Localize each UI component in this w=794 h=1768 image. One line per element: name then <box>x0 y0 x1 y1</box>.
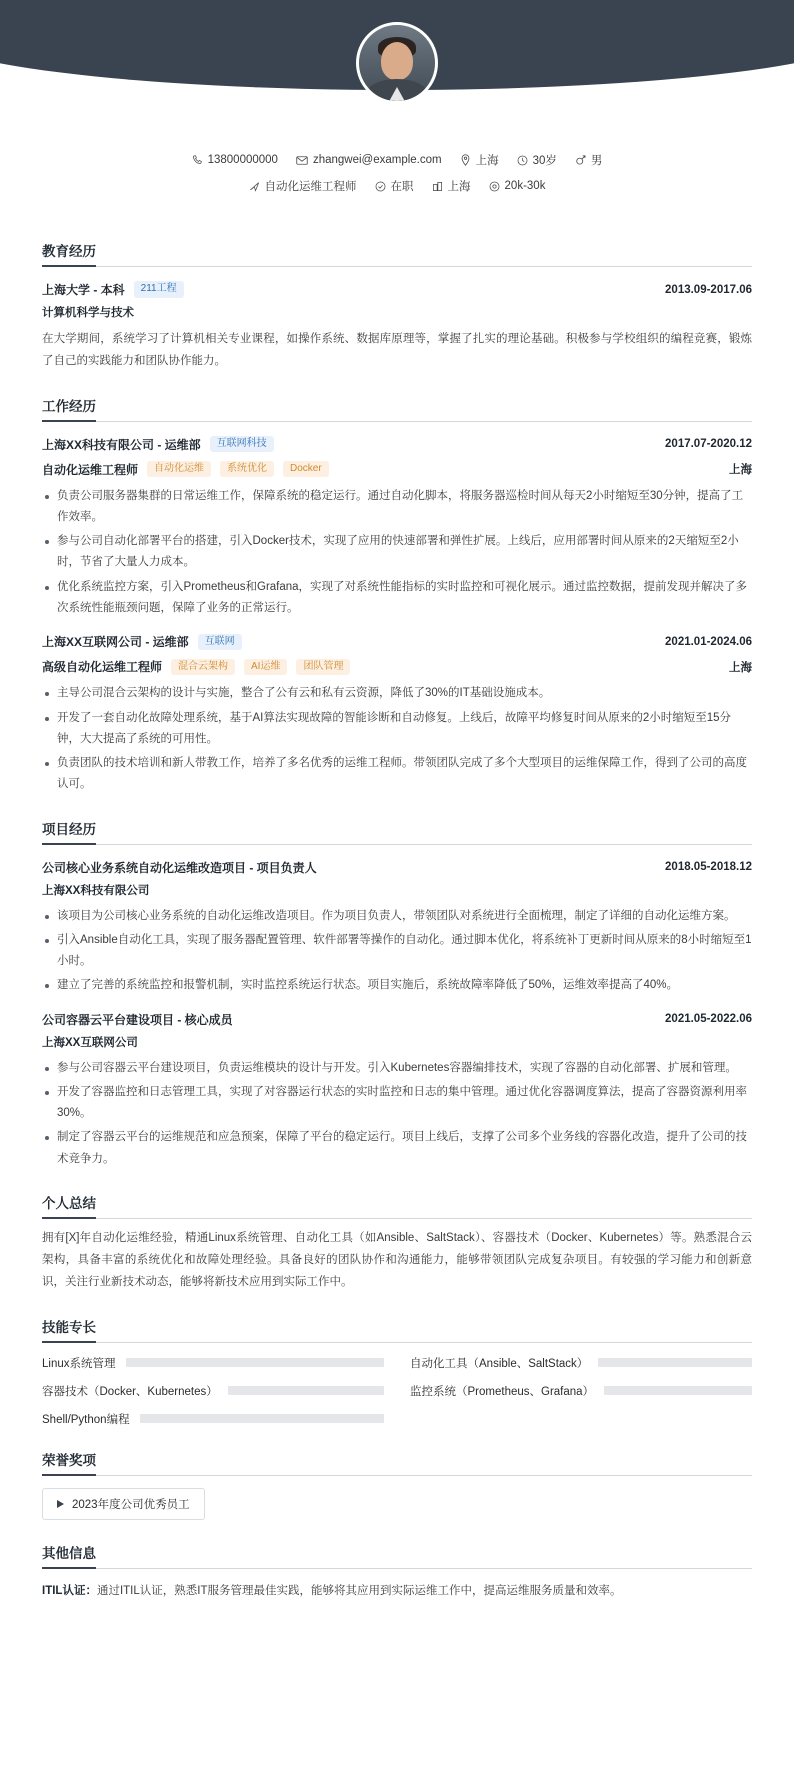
avatar <box>356 22 438 104</box>
contact-location <box>460 152 499 168</box>
work-role-row <box>42 658 752 675</box>
contact-phone-text: 13800000000 <box>207 154 278 166</box>
salary-icon <box>489 181 500 192</box>
age-icon <box>517 155 528 166</box>
skill-name: Shell/Python编程 <box>42 1413 130 1426</box>
contact-gender <box>575 152 603 168</box>
avatar-face <box>381 42 413 80</box>
work-skill-tag: AI运维 <box>244 659 287 676</box>
contact-row-primary <box>0 152 794 168</box>
job-title <box>249 178 357 194</box>
contact-gender-text: 男 <box>590 155 603 167</box>
project-title: 公司容器云平台建设项目 - 核心成员 <box>42 1012 233 1027</box>
skill-name: 容器技术（Docker、Kubernetes） <box>42 1385 218 1398</box>
status-icon <box>375 181 386 192</box>
skill-bar <box>228 1386 384 1395</box>
work-bullet: 参与公司自动化部署平台的搭建，引入Docker技术，实现了应用的快速部署和弹性扩展。上线后，应用部署时间从原来的2天缩短至2小时，节省了大量人力成本。 <box>42 531 752 574</box>
section-other <box>42 1542 752 1602</box>
section-title-awards: 荣誉奖项 <box>42 1449 752 1476</box>
work-bullets <box>42 486 752 620</box>
education-entry-header <box>42 281 752 298</box>
contact-email <box>296 154 442 166</box>
education-major: 计算机科学与技术 <box>42 307 134 319</box>
project-entry-left <box>42 859 317 876</box>
work-role-left <box>42 461 329 478</box>
contact-age-text: 30岁 <box>532 155 557 167</box>
skill-bar <box>140 1414 384 1423</box>
job-status <box>375 178 414 194</box>
project-company: 上海XX科技有限公司 <box>42 884 150 897</box>
skill-item <box>42 1383 384 1399</box>
work-role-left <box>42 658 350 675</box>
work-role: 高级自动化运维工程师 <box>42 660 163 675</box>
education-description: 在大学期间，系统学习了计算机相关专业课程，如操作系统、数据库原理等，掌握了扎实的理论基础。积极参与学校组织的编程竞赛，锻炼了自己的实践能力和团队协作能力。 <box>42 333 752 367</box>
other-item <box>42 1581 752 1602</box>
other-item-text: 通过ITIL认证，熟悉IT服务管理最佳实践，能够将其应用到实际运维工作中，提高运维服务质量和效率。 <box>96 1584 622 1597</box>
section-work <box>42 395 752 796</box>
skill-item <box>42 1411 384 1427</box>
section-title-work: 工作经历 <box>42 395 752 422</box>
project-entry-header <box>42 1011 752 1028</box>
contact-row-secondary <box>0 178 794 194</box>
award-label: 2023年度公司优秀员工 <box>72 1498 190 1511</box>
work-location: 上海 <box>729 661 752 674</box>
work-bullet: 负责公司服务器集群的日常运维工作，保障系统的稳定运行。通过自动化脚本，将服务器巡检时间从每天2小时缩短至30分钟，提高了工作效率。 <box>42 486 752 529</box>
project-entry-header <box>42 859 752 876</box>
skill-item <box>410 1355 752 1371</box>
skill-name: Linux系统管理 <box>42 1357 116 1370</box>
section-summary <box>42 1192 752 1294</box>
education-entry-left <box>42 281 184 298</box>
candidate-name: 简小全 <box>364 113 430 136</box>
work-bullet: 负责团队的技术培训和新人带教工作，培养了多名优秀的运维工程师。带领团队完成了多个大型项目的运维保障工作，得到了公司的高度认可。 <box>42 753 752 796</box>
section-title-summary: 个人总结 <box>42 1192 752 1219</box>
section-education <box>42 240 752 373</box>
contact-location-text: 上海 <box>475 155 499 167</box>
expected-salary-text: 20k-30k <box>504 180 546 192</box>
work-company-tag: 互联网 <box>198 634 242 651</box>
contact-phone <box>192 154 278 166</box>
project-bullet: 该项目为公司核心业务系统的自动化运维改造项目。作为项目负责人，带领团队对系统进行全面梳理，制定了详细的自动化运维方案。 <box>42 906 752 927</box>
work-entry <box>42 633 752 795</box>
section-title-skills: 技能专长 <box>42 1316 752 1343</box>
expected-city-text: 上海 <box>447 181 471 193</box>
work-skill-tag: Docker <box>283 461 329 478</box>
job-status-text: 在职 <box>390 181 414 193</box>
other-item-label: ITIL认证： <box>42 1584 97 1597</box>
project-company: 上海XX互联网公司 <box>42 1036 138 1049</box>
resume-content <box>0 240 794 1642</box>
skill-item <box>42 1355 384 1371</box>
gender-icon <box>575 154 586 166</box>
work-company: 上海XX科技有限公司 - 运维部 <box>42 437 201 452</box>
work-location: 上海 <box>729 464 752 477</box>
section-title-projects: 项目经历 <box>42 818 752 845</box>
play-triangle-icon <box>57 1500 64 1508</box>
project-entry <box>42 1011 752 1170</box>
briefcase-icon <box>249 181 260 192</box>
skill-name: 监控系统（Prometheus、Grafana） <box>410 1385 595 1398</box>
work-skill-tag: 系统优化 <box>220 461 274 478</box>
project-bullets <box>42 1058 752 1170</box>
project-entry-left <box>42 1011 233 1028</box>
section-awards <box>42 1449 752 1520</box>
section-title-other: 其他信息 <box>42 1542 752 1569</box>
work-entry <box>42 436 752 620</box>
award-item <box>42 1488 205 1520</box>
skill-bar <box>604 1386 752 1395</box>
skill-bar <box>126 1358 385 1367</box>
expected-salary <box>489 180 546 192</box>
section-projects <box>42 818 752 1170</box>
city-icon <box>432 181 443 192</box>
contact-email-text: zhangwei@example.com <box>312 154 442 166</box>
education-date: 2013.09-2017.06 <box>665 283 752 296</box>
project-bullet: 引入Ansible自动化工具，实现了服务器配置管理、软件部署等操作的自动化。通过脚本优化，将系统补丁更新时间从原来的8小时缩短至1小时。 <box>42 930 752 973</box>
section-title-education: 教育经历 <box>42 240 752 267</box>
work-bullet: 开发了一套自动化故障处理系统，基于AI算法实现故障的智能诊断和自动修复。上线后，故障平均修复时间从原来的2小时缩短至15分钟，大大提高了系统的可用性。 <box>42 708 752 751</box>
work-bullet: 主导公司混合云架构的设计与实施，整合了公有云和私有云资源，降低了30%的IT基础设施成本。 <box>42 683 752 704</box>
project-date: 2021.05-2022.06 <box>665 1013 752 1026</box>
phone-icon <box>192 155 203 166</box>
job-title-text: 自动化运维工程师 <box>264 181 357 193</box>
project-bullet: 制定了容器云平台的运维规范和应急预案，保障了平台的稳定运行。项目上线后，支撑了公司多个业务线的容器化改造，提升了公司的技术竞争力。 <box>42 1127 752 1170</box>
skill-name: 自动化工具（Ansible、SaltStack） <box>410 1357 589 1370</box>
work-entry-left <box>42 436 274 453</box>
resume-header <box>0 0 794 218</box>
work-skill-tag: 团队管理 <box>296 659 350 676</box>
location-icon <box>460 154 471 166</box>
summary-text: 拥有[X]年自动化运维经验，精通Linux系统管理、自动化工具（如Ansible、SaltStack）、容器技术（Docker、Kubernetes）等。熟悉混合云架构，具备丰富的系统优化和故障处理经验。具备良好的团队协作和沟通能力，能够带领团队完成复杂项目。有较强的学习能力和创新意识，关注行业新技术动态，能够将新技术应用到实际工作中。 <box>42 1232 752 1288</box>
work-skill-tag: 混合云架构 <box>171 659 235 676</box>
work-company: 上海XX互联网公司 - 运维部 <box>42 635 189 650</box>
work-role: 自动化运维工程师 <box>42 462 139 477</box>
project-date: 2018.05-2018.12 <box>665 861 752 874</box>
skill-bar <box>598 1358 752 1367</box>
project-entry <box>42 859 752 997</box>
mail-icon <box>296 155 308 166</box>
work-entry-left <box>42 633 242 650</box>
expected-city <box>432 178 471 194</box>
skill-item <box>410 1383 752 1399</box>
contact-age <box>517 152 557 168</box>
education-entry <box>42 281 752 373</box>
project-bullet: 开发了容器监控和日志管理工具，实现了对容器运行状态的实时监控和日志的集中管理。通过优化容器调度算法，提高了容器资源利用率30%。 <box>42 1082 752 1125</box>
project-bullet: 参与公司容器云平台建设项目，负责运维模块的设计与开发。引入Kubernetes容器编排技术，实现了容器的自动化部署、扩展和管理。 <box>42 1058 752 1079</box>
work-bullet: 优化系统监控方案，引入Prometheus和Grafana，实现了对系统性能指标的实时监控和可视化展示。通过监控数据，提前发现并解决了多次系统性能瓶颈问题，保障了业务的正常运行。 <box>42 577 752 620</box>
work-entry-header <box>42 633 752 650</box>
work-bullets <box>42 683 752 795</box>
education-tag: 211工程 <box>134 281 184 298</box>
project-title: 公司核心业务系统自动化运维改造项目 - 项目负责人 <box>42 860 317 875</box>
work-role-row <box>42 461 752 478</box>
education-school: 上海大学 - 本科 <box>42 283 125 297</box>
section-skills <box>42 1316 752 1427</box>
project-bullet: 建立了完善的系统监控和报警机制，实时监控系统运行状态。项目实施后，系统故障率降低了50%，运维效率提高了40%。 <box>42 975 752 996</box>
work-date: 2017.07-2020.12 <box>665 438 752 451</box>
project-bullets <box>42 906 752 997</box>
work-entry-header <box>42 436 752 453</box>
work-company-tag: 互联网科技 <box>210 436 274 453</box>
work-date: 2021.01-2024.06 <box>665 635 752 648</box>
skills-grid <box>42 1355 752 1427</box>
avatar-photo <box>359 25 435 101</box>
work-skill-tag: 自动化运维 <box>147 461 211 478</box>
